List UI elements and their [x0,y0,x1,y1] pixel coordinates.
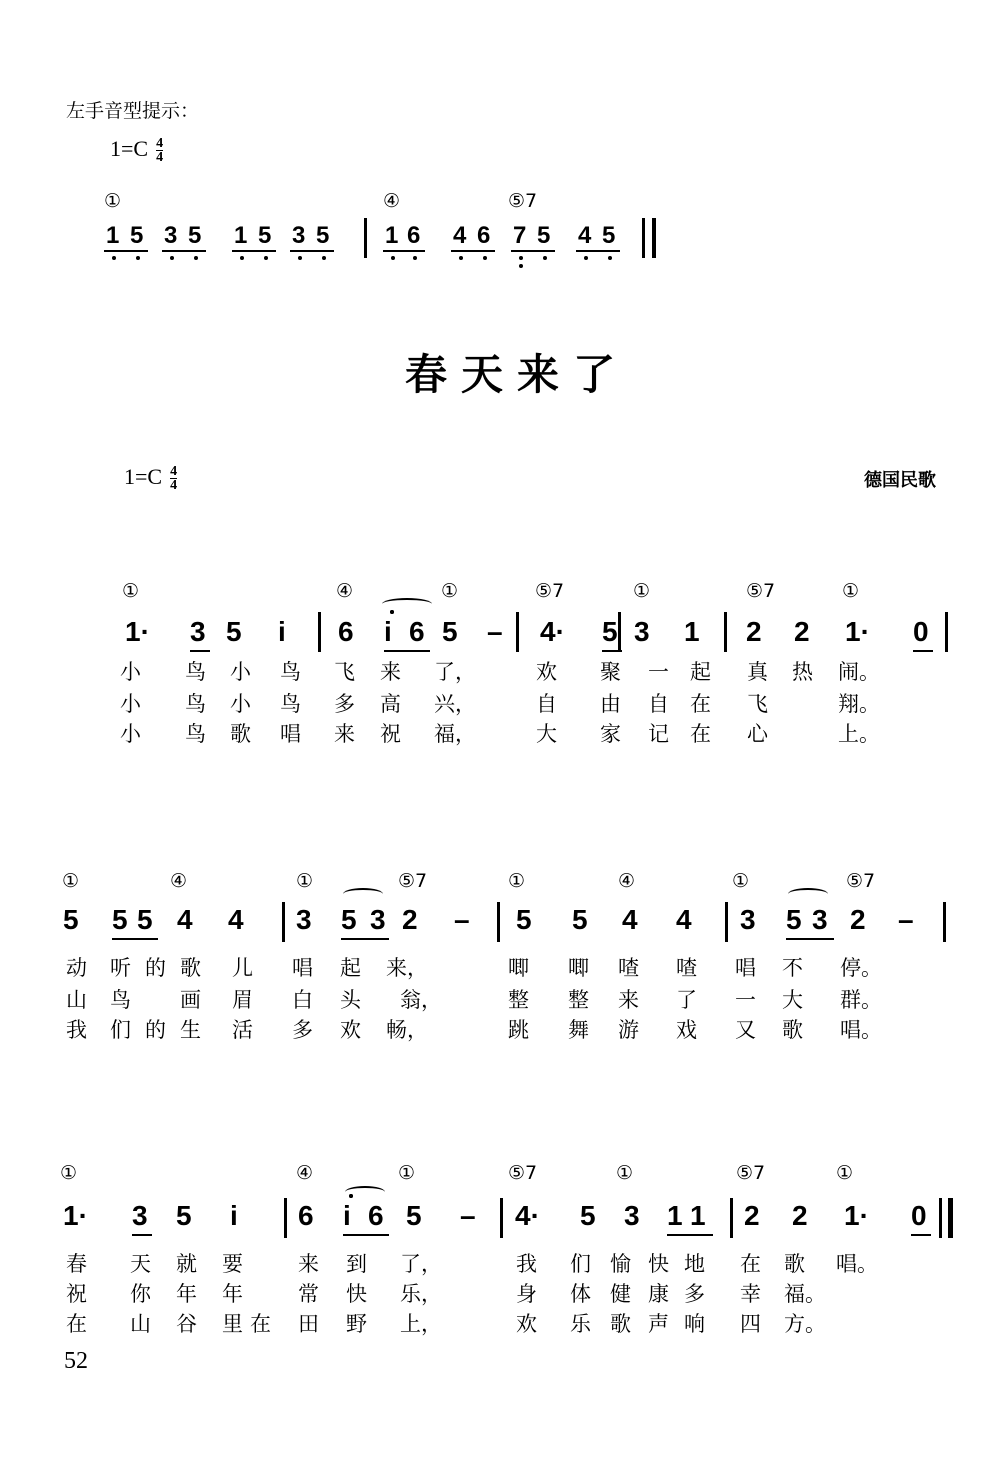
lyric-syllable: 在 [250,1312,271,1336]
lyric-syllable: 跳 [508,1018,529,1042]
note: – [460,1200,476,1231]
lyric-syllable: 自 [648,692,669,716]
lyric-syllable: 家 [600,722,621,746]
lyric-syllable: 由 [600,692,621,716]
lyric-syllable: 歌 [784,1252,805,1276]
lyric-syllable: 愉 [610,1252,631,1276]
lyric-syllable: 要 [222,1252,243,1276]
chord-marker: ① [616,1162,634,1184]
lyric-syllable: 整 [508,988,529,1012]
chord-marker: ④ [336,580,354,602]
hint-note: 5 [130,222,144,249]
note: 2 [792,1200,808,1231]
note: 3 [370,904,386,935]
hint-note: 5 [316,222,330,249]
lyric-syllable: 舞 [568,1018,589,1042]
lyric-syllable: 你 [130,1282,151,1306]
hint-time-signature: $\frac{4}{4}$ [156,136,164,166]
lyric-syllable: 福。 [784,1282,826,1306]
lyric-syllable: 们 [570,1252,591,1276]
lyric-syllable: 鸟 [185,722,206,746]
chord-marker: ① [836,1162,854,1184]
lyric-syllable: 来， [386,956,428,980]
lyric-syllable: 多 [684,1282,705,1306]
slur [345,1186,385,1198]
lyric-syllable: 鸟 [280,660,301,684]
note: 5 [602,616,618,647]
lyric-syllable: 游 [618,1018,639,1042]
key: 1=C [124,464,163,489]
lyric-syllable: 生 [180,1018,201,1042]
note: 4 [228,904,244,935]
lyric-syllable: 小 [230,660,251,684]
lyric-syllable: 谷 [176,1312,197,1336]
note: – [454,904,470,935]
lyric-syllable: 田 [298,1312,319,1336]
beam-underline [786,938,834,940]
lyric-syllable: 小 [120,722,141,746]
note: 1 [667,1200,683,1231]
barline [500,1198,503,1238]
chord-marker: ① [398,1162,416,1184]
barline [318,612,321,652]
hint-note: 1 [234,222,248,249]
barline [642,218,645,258]
low-octave-dot [483,256,487,260]
low-octave-dot [584,256,588,260]
lyric-syllable: 不 [782,956,803,980]
lyric-syllable: 身 [516,1282,537,1306]
hint-note: 5 [258,222,272,249]
lyric-syllable: 的 [145,956,166,980]
note: 1 [690,1200,706,1231]
chord-marker: ① [62,870,80,892]
lyric-syllable: 翔。 [838,692,880,716]
barline [939,1198,942,1238]
chord-marker: ① [296,870,314,892]
barline [730,1198,733,1238]
lyric-syllable: 起 [340,956,361,980]
note: 5 [786,904,802,935]
note: 2 [794,616,810,647]
note: 1· [844,1200,869,1231]
lyric-syllable: 方。 [784,1312,826,1336]
note: 3 [624,1200,640,1231]
low-octave-dot [391,256,395,260]
lyric-syllable: 上， [400,1312,442,1336]
note: 2 [746,616,762,647]
lyric-syllable: 在 [690,692,711,716]
low-octave-dot [298,256,302,260]
note: 4· [515,1200,540,1231]
lyric-syllable: 体 [570,1282,591,1306]
lyric-syllable: 起 [690,660,711,684]
lyric-syllable: 歌 [180,956,201,980]
lyric-syllable: 健 [610,1282,631,1306]
beam-underline [911,1234,931,1236]
beam-underline [667,1234,713,1236]
low-octave-dot [112,256,116,260]
lyric-syllable: 歌 [230,722,251,746]
note: 4· [540,616,565,647]
lyric-syllable: 小 [120,692,141,716]
lyric-syllable: 大 [782,988,803,1012]
chord-marker: ⑤7 [846,870,876,892]
lyric-syllable: 乐， [400,1282,442,1306]
song-title: 春天来了 [405,350,630,399]
lyric-syllable: 到 [346,1252,367,1276]
beam-underline [384,650,430,652]
lyric-syllable: 整 [568,988,589,1012]
lyric-syllable: 我 [516,1252,537,1276]
note: 0 [913,616,929,647]
chord-marker: ⑤7 [535,580,565,602]
beam-underline [383,250,425,252]
lyric-syllable: 天 [130,1252,151,1276]
hint-note: 4 [453,222,467,249]
chord-marker: ① [633,580,651,602]
low-octave-dot [194,256,198,260]
note: 2 [850,904,866,935]
lyric-syllable: 歌 [782,1018,803,1042]
note: 6 [298,1200,314,1231]
lyric-syllable: 欢 [516,1312,537,1336]
lyric-syllable: 唱。 [836,1252,878,1276]
lyric-syllable: 我 [66,1018,87,1042]
lyric-syllable: 多 [292,1018,313,1042]
hint-note: 6 [407,222,421,249]
lyric-syllable: 野 [346,1312,367,1336]
lyric-syllable: 年 [222,1282,243,1306]
chord-marker: ① [122,580,140,602]
slur [343,888,383,900]
hint-note: 5 [188,222,202,249]
note: 6 [409,616,425,647]
note: 3 [740,904,756,935]
note: 2 [744,1200,760,1231]
note: 3 [634,616,650,647]
final-barline [945,612,948,652]
lyric-syllable: 就 [176,1252,197,1276]
hint-note: 7 [513,222,527,249]
lyric-syllable: 鸟 [110,988,131,1012]
note: 5 [580,1200,596,1231]
low-octave-dot [519,256,523,260]
note: 5 [341,904,357,935]
lyric-syllable: 唱 [280,722,301,746]
lyric-syllable: 乐 [570,1312,591,1336]
hint-note: 6 [477,222,491,249]
lyric-syllable: 小 [230,692,251,716]
low-octave-dot [264,256,268,260]
low-octave-dot [240,256,244,260]
chord-marker: ④ [618,870,636,892]
note: – [487,616,503,647]
barline [724,612,727,652]
hint-key: 1=C [110,136,149,161]
lyric-syllable: 地 [684,1252,705,1276]
note: 4 [177,904,193,935]
hint-chord: ① [104,190,122,212]
lyric-syllable: 喳 [618,956,639,980]
lyric-syllable: 山 [66,988,87,1012]
lyric-syllable: 高 [380,692,401,716]
lyric-syllable: 心 [747,722,768,746]
high-octave-dot [390,610,394,614]
hint-note: 3 [164,222,178,249]
lyric-syllable: 眉 [232,988,253,1012]
lyric-syllable: 欢 [536,660,557,684]
lyric-syllable: 热 [792,660,813,684]
lyric-syllable: 四 [740,1312,761,1336]
lyric-syllable: 大 [536,722,557,746]
beam-underline [290,250,334,252]
note: i [230,1200,238,1231]
hint-note: 5 [602,222,616,249]
lyric-syllable: 唧 [568,956,589,980]
slur [382,598,432,610]
note: 6 [368,1200,384,1231]
lyric-syllable: 画 [180,988,201,1012]
barline [364,218,367,258]
lyric-syllable: 唱 [735,956,756,980]
lyric-syllable: 活 [232,1018,253,1042]
lyric-syllable: 来 [380,660,401,684]
note: 6 [338,616,354,647]
beam-underline [341,938,389,940]
chord-marker: ④ [170,870,188,892]
note: 5 [442,616,458,647]
lyric-syllable: 来 [618,988,639,1012]
barline [284,1198,287,1238]
lyric-syllable: 聚 [600,660,621,684]
note: 3 [812,904,828,935]
beam-underline [132,1234,152,1236]
note: 5 [516,904,532,935]
lyric-syllable: 了 [676,988,697,1012]
note: 1· [125,616,150,647]
hint-note: 5 [537,222,551,249]
lyric-syllable: 喳 [676,956,697,980]
lyric-syllable: 飞 [334,660,355,684]
chord-marker: ⑤7 [736,1162,766,1184]
composer: 德国民歌 [864,470,936,491]
note: 0 [911,1200,927,1231]
lyric-syllable: 响 [684,1312,705,1336]
beam-underline [112,938,158,940]
lyric-syllable: 在 [740,1252,761,1276]
hint-note: 4 [578,222,592,249]
lyric-syllable: 鸟 [185,660,206,684]
chord-marker: ④ [296,1162,314,1184]
note: 1· [63,1200,88,1231]
lyric-syllable: 们 [110,1018,131,1042]
barline [618,612,621,652]
lyric-syllable: 年 [176,1282,197,1306]
chord-marker: ⑤7 [746,580,776,602]
lyric-syllable: 戏 [676,1018,697,1042]
lyric-syllable: 群。 [840,988,882,1012]
beam-underline [451,250,495,252]
beam-underline [232,250,276,252]
note: 5 [176,1200,192,1231]
beam-underline [576,250,620,252]
note: 4 [622,904,638,935]
low-octave-dot [608,256,612,260]
final-barline [652,218,656,258]
barline [497,902,500,942]
lyric-syllable: 鸟 [280,692,301,716]
hint-chord: ⑤7 [508,190,538,212]
lyric-syllable: 又 [735,1018,756,1042]
lyric-syllable: 一 [648,660,669,684]
chord-marker: ⑤7 [398,870,428,892]
lyric-syllable: 春 [66,1252,87,1276]
lyric-syllable: 闹。 [838,660,880,684]
lyric-syllable: 快 [648,1252,669,1276]
note: 1· [845,616,870,647]
note: 3 [296,904,312,935]
lyric-syllable: 幸 [740,1282,761,1306]
lyric-syllable: 飞 [747,692,768,716]
barline [516,612,519,652]
lyric-syllable: 在 [690,722,711,746]
lyric-syllable: 欢 [340,1018,361,1042]
note: i [343,1200,351,1231]
lyric-syllable: 来 [334,722,355,746]
note: 5 [112,904,128,935]
hint-note: 1 [106,222,120,249]
lyric-syllable: 福， [434,722,476,746]
chord-marker: ① [842,580,860,602]
note: – [898,904,914,935]
beam-underline [343,1234,389,1236]
lyric-syllable: 山 [130,1312,151,1336]
note: 5 [63,904,79,935]
note: 5 [572,904,588,935]
lyric-syllable: 了， [434,660,476,684]
hint-label: 左手音型提示： [66,101,200,122]
lyric-syllable: 多 [334,692,355,716]
note: 3 [190,616,206,647]
key-signature [124,464,177,492]
lyric-syllable: 声 [648,1312,669,1336]
lyric-syllable: 动 [66,956,87,980]
note: 1 [684,616,700,647]
lyric-syllable: 康 [648,1282,669,1306]
hint-note: 1 [385,222,399,249]
lyric-syllable: 在 [66,1312,87,1336]
lyric-syllable: 畅， [386,1018,428,1042]
lyric-syllable: 的 [145,1018,166,1042]
lyric-syllable: 兴， [434,692,476,716]
lyric-syllable: 唱 [292,956,313,980]
low-octave-dot [170,256,174,260]
lyric-syllable: 听 [110,956,131,980]
lyric-syllable: 里 [222,1312,243,1336]
note: 5 [137,904,153,935]
low-octave-dot [543,256,547,260]
lyric-syllable: 歌 [610,1312,631,1336]
beam-underline [162,250,206,252]
time-signature: $\frac{4}{4}$ [170,464,178,494]
chord-marker: ① [60,1162,78,1184]
note: 3 [132,1200,148,1231]
lyric-syllable: 快 [346,1282,367,1306]
note: 5 [226,616,242,647]
lyric-syllable: 鸟 [185,692,206,716]
lyric-syllable: 自 [536,692,557,716]
lyric-syllable: 白 [292,988,313,1012]
lyric-syllable: 翁， [400,988,442,1012]
lyric-syllable: 记 [648,722,669,746]
slur [788,888,828,900]
low-octave-dot [322,256,326,260]
note: 4 [676,904,692,935]
beam-underline [104,250,148,252]
lyric-syllable: 祝 [66,1282,87,1306]
lyric-syllable: 唧 [508,956,529,980]
barline [725,902,728,942]
lyric-syllable: 了， [400,1252,442,1276]
hint-chord: ④ [383,190,401,212]
note: i [384,616,392,647]
lyric-syllable: 常 [298,1282,319,1306]
chord-marker: ① [441,580,459,602]
final-barline [943,902,946,942]
barline [282,902,285,942]
lyric-syllable: 停。 [840,956,882,980]
hint-key-signature [110,136,163,164]
beam-underline [511,250,555,252]
lyric-syllable: 儿 [232,956,253,980]
beam-underline [913,650,933,652]
lyric-syllable: 一 [735,988,756,1012]
final-barline [948,1198,953,1238]
note: i [278,616,286,647]
chord-marker: ① [732,870,750,892]
lyric-syllable: 祝 [380,722,401,746]
note: 5 [406,1200,422,1231]
beam-underline [190,650,210,652]
low-octave-dot [413,256,417,260]
lyric-syllable: 上。 [838,722,880,746]
hint-note: 3 [292,222,306,249]
lyric-syllable: 头 [340,988,361,1012]
lyric-syllable: 真 [747,660,768,684]
low-octave-dot [136,256,140,260]
low-octave-dot [459,256,463,260]
lyric-syllable: 小 [120,660,141,684]
lyric-syllable: 唱。 [840,1018,882,1042]
chord-marker: ① [508,870,526,892]
page-number: 52 [64,1348,88,1374]
note: 2 [402,904,418,935]
low-octave-dot [519,264,523,268]
lyric-syllable: 来 [298,1252,319,1276]
chord-marker: ⑤7 [508,1162,538,1184]
